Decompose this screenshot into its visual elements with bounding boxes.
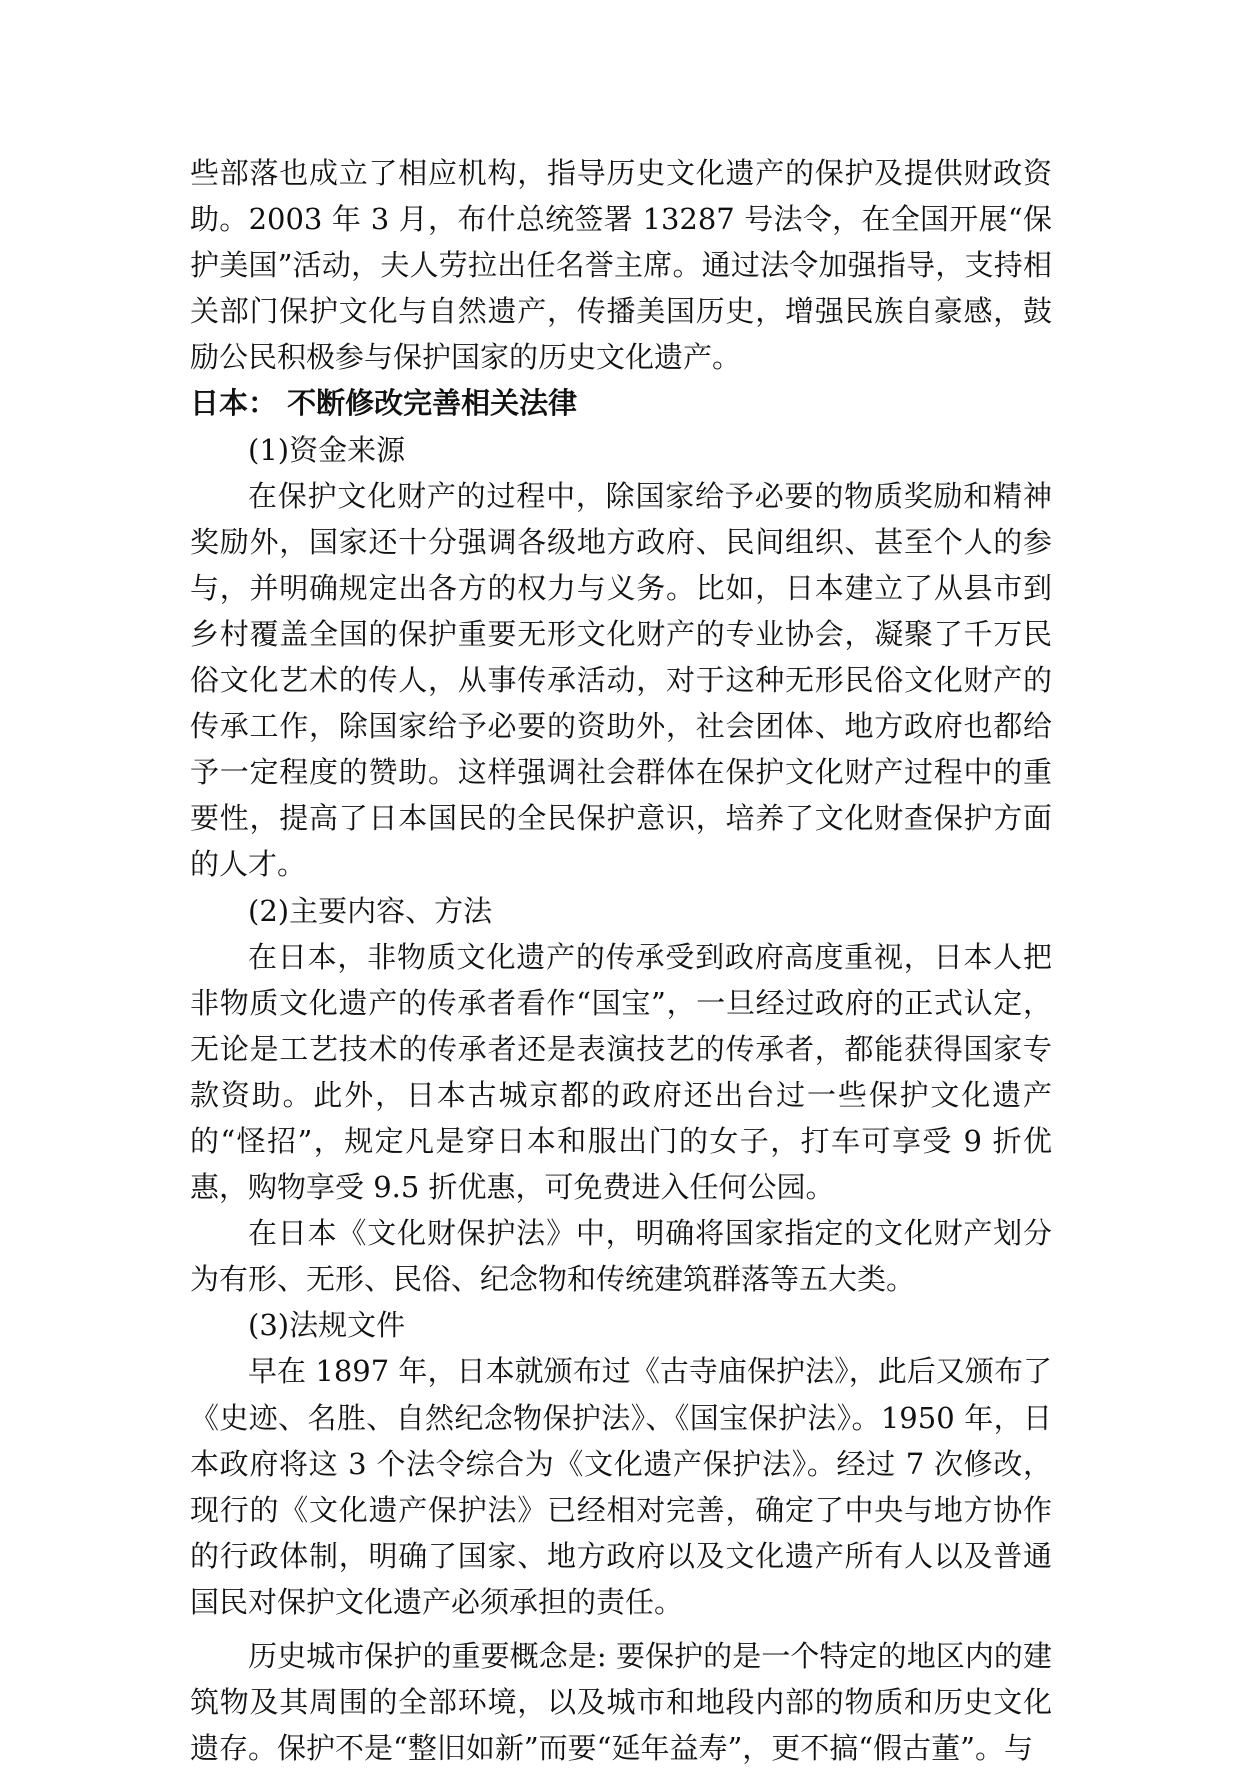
section-3-paragraph: 早在 1897 年，日本就颁布过《古寺庙保护法》，此后又颁布了《史迹、名胜、自然纪念物保护法》、《国宝保护法》。1950 年，日本政府将这 3 个法令综合为《文化遗产保护法》。经过 7 次修改，现行的《文化遗产保护法》已经相对完善，确定了中央与地方协作的行政体制，明确了国家、地方政府以及文化遗产所有人以及普通国民对保护文化遗产必须承担的责任。 (190, 1354, 1052, 1619)
section-2-title: (2)主要内容、方法 (248, 893, 493, 928)
intro-paragraph: 些部落也成立了相应机构，指导历史文化遗产的保护及提供财政资助。2003 年 3 月，布什总统签署 13287 号法令，在全国开展“保护美国”活动，夫人劳拉出任名誉主席。通过法令加强指导，支持相关部门保护文化与自然遗产，传播美国历史，增强民族自豪感，鼓励公民积极参与保护国家的历史文化遗产。 (190, 156, 1052, 375)
section-2-paragraph-1: 在日本，非物质文化遗产的传承受到政府高度重视，日本人把非物质文化遗产的传承者看作“国宝”，一旦经过政府的正式认定，无论是工艺技术的传承者还是表演技艺的传承者，都能获得国家专款资助。此外，日本古城京都的政府还出台过一些保护文化遗产的“怪招”，规定凡是穿日本和服出门的女子，打车可享受 9 折优惠，购物享受 9.5 折优惠，可免费进入任何公园。 (190, 939, 1052, 1205)
section-3-title: (3)法规文件 (248, 1308, 406, 1343)
section-1-title: (1)资金来源 (248, 432, 406, 467)
section-2-paragraph-2: 在日本《文化财保护法》中，明确将国家指定的文化财产划分为有形、无形、民俗、纪念物和传统建筑群落等五大类。 (190, 1216, 1052, 1297)
japan-heading: 日本： 不断修改完善相关法律 (190, 386, 578, 421)
document-body (190, 150, 1052, 1771)
section-1-paragraph: 在保护文化财产的过程中，除国家给予必要的物质奖励和精神奖励外，国家还十分强调各级地方政府、民间组织、甚至个人的参与，并明确规定出各方的权力与义务。比如，日本建立了从县市到乡村覆盖全国的保护重要无形文化财产的专业协会，凝聚了千万民俗文化艺术的传人，从事传承活动，对于这种无形民俗文化财产的传承工作，除国家给予必要的资助外，社会团体、地方政府也都给予一定程度的赞助。这样强调社会群体在保护文化财产过程中的重要性，提高了日本国民的全民保护意识，培养了文化财查保护方面的人才。 (190, 478, 1052, 882)
closing-paragraph: 历史城市保护的重要概念是: 要保护的是一个特定的地区内的建筑物及其周围的全部环境，以及城市和地段内部的物质和历史文化遗存。保护不是“整旧如新”而要“延年益寿”，更不搞“假古董”。与 (190, 1639, 1052, 1766)
